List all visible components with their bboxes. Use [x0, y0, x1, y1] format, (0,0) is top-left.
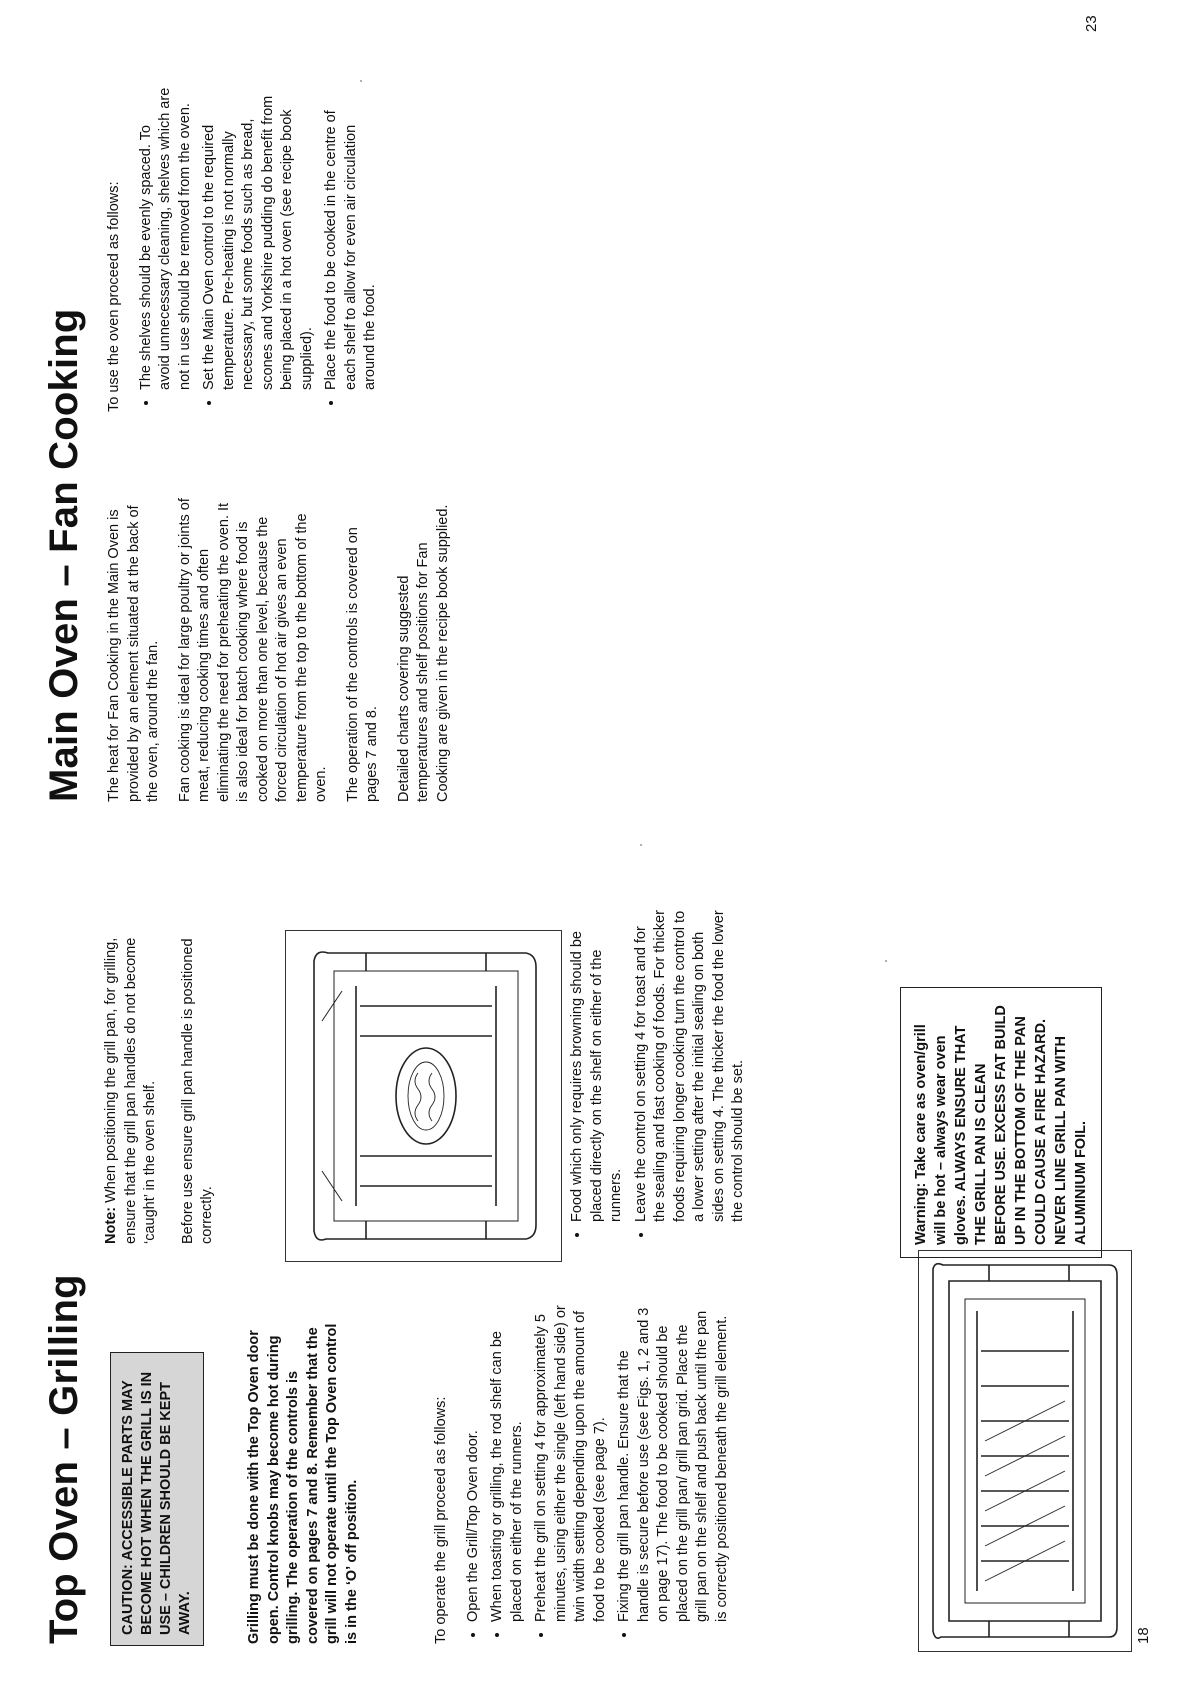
- grill-steps2-list: [568, 906, 749, 1244]
- grill-step: • Open the Grill/Top Oven door.: [464, 1304, 484, 1622]
- note-label: Note:: [103, 1206, 119, 1244]
- fan-paragraph: Detailed charts covering suggested temperatures and shelf positions for Fan Cooking are given in the recipe book supplied.: [395, 504, 451, 802]
- grill-browning-instructions: [568, 906, 761, 1244]
- oven-use-bullet: • The shelves should be evenly spaced. To avoid unnecessary cleaning, shelves which are not in use should be removed from the oven.: [137, 87, 196, 390]
- main-oven-fan-cooking-title: Main Oven – Fan Cooking: [42, 308, 86, 802]
- grill-pan-handle-illustration: [285, 930, 562, 1262]
- grilling-bold-paragraph: Grilling must be done with the Top Oven door open. Control knobs may become hot during grilling. The operation of the controls is covered on pages 7 and 8. Remember that the grill will not operate until the Top Oven control is in the ‘O’ off position.: [246, 1323, 360, 1644]
- scan-speck: [640, 844, 642, 846]
- top-oven-grilling-title: Top Oven – Grilling: [42, 1274, 86, 1644]
- oven-use-intro: To use the oven proceed as follows:: [106, 181, 122, 412]
- fan-cooking-description: [105, 490, 465, 802]
- page-number-left: 18: [1135, 1627, 1152, 1644]
- grill-instructions: [432, 1304, 744, 1644]
- grill-step: • Fixing the grill pan handle. Ensure that the handle is secure before use (see Figs. 1, 2 and 3 on page 17). The food to be cooked should be placed on the grill pan/ grill pan grid. Place the grill pan on the shelf and push back until the pan is correctly positioned beneath the grill element.: [615, 1304, 732, 1622]
- oven-use-bullet: • Set the Main Oven control to the required temperature. Pre-heating is not normally necessary, but some foods such as bread, scones and Yorkshire pudding do benefit from being placed in a hot oven (see recipe book supplied).: [200, 87, 317, 390]
- oven-use-bullet: • Place the food to be cooked in the centre of each shelf to allow for even air circulation around the food.: [322, 87, 381, 390]
- fan-paragraph: The heat for Fan Cooking in the Main Oven is provided by an element situated at the back of the oven, around the fan.: [106, 505, 161, 802]
- scan-speck: [885, 960, 887, 962]
- caution-box: CAUTION: ACCESSIBLE PARTS MAY BECOME HOT WHEN THE GRILL IS IN USE – CHILDREN SHOULD BE KEPT AWAY.: [110, 1352, 204, 1646]
- grill-step2: • Leave the control on setting 4 for toast and for the sealing and fast cooking of foods. For thicker foods requiring longer cooking turn the control to a lower setting after the initial sealing on both sides on setting 4. The thicker the food the lower the control should be set.: [632, 906, 749, 1222]
- grill-intro: To operate the grill proceed as follows:: [433, 1396, 449, 1644]
- scan-speck: [360, 80, 362, 82]
- fan-paragraph: Fan cooking is ideal for large poultry or joints of meat, reducing cooking times and often eliminating the need for preheating the oven. It is also ideal for batch cooking where food is cooked on more than one level, because the forced circulation of hot air gives an even temperature from the top to the bottom of the oven.: [176, 498, 329, 802]
- grill-shelf-illustration: [918, 1250, 1132, 1652]
- fan-paragraph: The operation of the controls is covered on pages 7 and 8.: [344, 527, 380, 802]
- warning-foil-text: NEVER LINE GRILL PAN WITH ALUMINIUM FOIL.: [1053, 1036, 1089, 1245]
- page-number-right: 23: [1083, 15, 1100, 32]
- before-use-text: Before use ensure grill pan handle is positioned correctly.: [179, 938, 215, 1244]
- note-text: When positioning the grill pan, for grilling, ensure that the grill pan handles do not become ‘caught’ in the oven shelf.: [103, 937, 158, 1244]
- oven-use-list: [137, 87, 381, 412]
- grill-step2: • Food which only requires browning should be placed directly on the shelf on either of the runners.: [568, 906, 627, 1222]
- note-paragraph: [102, 914, 230, 1244]
- grill-step: • Preheat the grill on setting 4 for approximately 5 minutes, using either the single (left hand side) or twin width setting depending upon the amount of food to be cooked (see page 7).: [532, 1304, 610, 1622]
- warning-box: [900, 987, 1102, 1258]
- oven-use-instructions: [105, 87, 393, 412]
- warning-text: Warning: Take care as oven/grill will be hot – always wear oven gloves. ALWAYS ENSURE THAT THE GRILL PAN IS CLEAN BEFORE USE. EXCESS FAT BUILD UP IN THE BOTTOM OF THE PAN COULD CAUSE A FIRE HAZARD.: [913, 1005, 1049, 1245]
- grill-steps-list: [464, 1304, 733, 1644]
- grill-step: • When toasting or grilling, the rod shelf can be placed on either of the runners.: [488, 1304, 527, 1622]
